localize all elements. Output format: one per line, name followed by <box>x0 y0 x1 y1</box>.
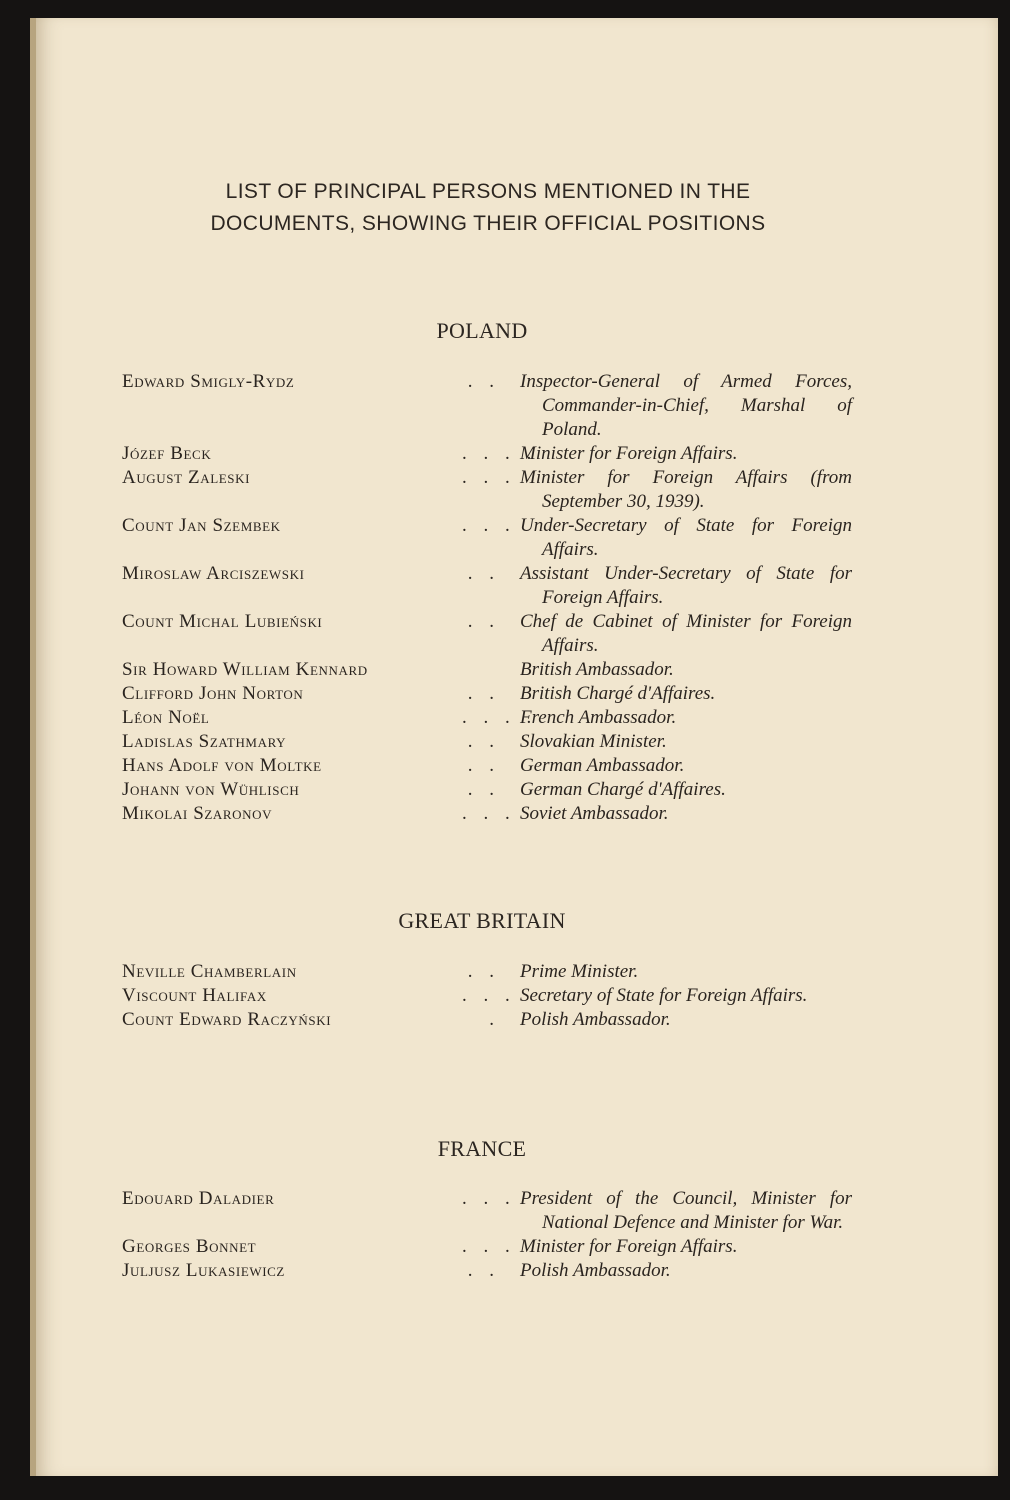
leader-dots: . . <box>467 563 500 584</box>
leader-dots: . . . <box>462 803 516 824</box>
person-name: Léon Noël <box>122 707 210 728</box>
person-name: Count Jan Szembek <box>122 515 281 536</box>
list-item <box>122 1008 852 1032</box>
person-position: French Ambassador. <box>520 707 677 728</box>
list-item <box>122 984 852 1008</box>
person-position: Prime Minister. <box>520 961 639 982</box>
document-title-line-1: LIST OF PRINCIPAL PERSONS MENTIONED IN THE <box>225 180 751 203</box>
person-name: Viscount Halifax <box>122 985 267 1006</box>
list-item <box>122 1259 852 1283</box>
person-name: Hans Adolf von Moltke <box>122 755 322 776</box>
list-item <box>122 1235 852 1259</box>
list-item <box>122 802 852 826</box>
leader-dots: . . . . <box>462 443 538 464</box>
person-position: Secretary of State for Foreign Affairs. <box>520 985 808 1006</box>
list-item <box>122 754 852 778</box>
section-title-great-britain: GREAT BRITAIN <box>398 908 566 933</box>
leader-dots: . . <box>467 755 500 776</box>
poland-list <box>122 370 852 826</box>
person-position: British Ambassador. <box>520 659 674 680</box>
leader-dots: . . . <box>462 985 516 1006</box>
leader-dots: . . . <box>462 1188 516 1209</box>
person-position: Polish Ambassador. <box>520 1260 671 1281</box>
person-name: Miroslaw Arciszewski <box>122 563 305 584</box>
list-item <box>122 778 852 802</box>
person-name: Count Michal Lubieński <box>122 611 323 632</box>
document-title-line-2: DOCUMENTS, SHOWING THEIR OFFICIAL POSITIONS <box>210 212 766 235</box>
list-item <box>122 682 852 706</box>
page-spine <box>30 18 36 1476</box>
list-item <box>122 960 852 984</box>
list-item <box>122 514 852 562</box>
person-name: Juljusz Lukasiewicz <box>122 1260 285 1281</box>
person-name: Edward Smigly-Rydz <box>122 371 295 392</box>
person-name: Count Edward Raczyński <box>122 1009 332 1030</box>
list-item <box>122 610 852 658</box>
person-position: Polish Ambassador. <box>520 1009 671 1030</box>
person-name: Ladislas Szathmary <box>122 731 287 752</box>
list-item <box>122 466 852 514</box>
person-position: Chef de Cabinet of Minister for Foreign Affairs. <box>520 611 852 656</box>
leader-dots: . . . <box>462 515 516 536</box>
section-title-france: FRANCE <box>437 1136 527 1161</box>
person-name: Józef Beck <box>122 443 212 464</box>
list-item <box>122 730 852 754</box>
leader-dots: . <box>489 1009 500 1030</box>
person-position: Inspector-General of Armed Forces, Commander-in-Chief, Marshal of Poland. <box>520 371 852 440</box>
list-item <box>122 562 852 610</box>
france-list <box>122 1187 852 1283</box>
leader-dots: . . . . <box>462 707 538 728</box>
document-title <box>128 176 848 240</box>
list-item <box>122 370 852 442</box>
leader-dots: . . . <box>462 467 516 488</box>
person-position: Soviet Ambassador. <box>520 803 669 824</box>
person-position: Minister for Foreign Affairs. <box>520 1236 738 1257</box>
person-position: Minister for Foreign Affairs. <box>520 443 738 464</box>
list-item <box>122 1187 852 1235</box>
leader-dots: . . <box>467 1260 500 1281</box>
leader-dots: . . <box>467 779 500 800</box>
person-name: Mikolai Szaronov <box>122 803 273 824</box>
leader-dots: . . <box>467 731 500 752</box>
person-position: Under-Secretary of State for Foreign Affairs. <box>520 515 852 560</box>
leader-dots: . . . <box>462 1236 516 1257</box>
leader-dots: . . <box>467 683 500 704</box>
person-name: August Zaleski <box>122 467 251 488</box>
person-position: British Chargé d'Affaires. <box>520 683 716 704</box>
great-britain-list <box>122 960 852 1032</box>
person-name: Neville Chamberlain <box>122 961 297 982</box>
list-item <box>122 706 852 730</box>
leader-dots: . . <box>467 611 500 632</box>
person-position: Minister for Foreign Affairs (from September 30, 1939). <box>520 467 852 512</box>
person-position: Slovakian Minister. <box>520 731 667 752</box>
person-position: German Ambassador. <box>520 755 685 776</box>
leader-dots: . . <box>467 371 500 392</box>
person-position: German Chargé d'Affaires. <box>520 779 726 800</box>
person-name: Edouard Daladier <box>122 1188 275 1209</box>
person-name: Sir Howard William Kennard <box>122 659 368 680</box>
person-name: Johann von Wühlisch <box>122 779 300 800</box>
person-position: President of the Council, Minister for National Defence and Minister for War. <box>520 1188 852 1233</box>
person-name: Georges Bonnet <box>122 1236 257 1257</box>
list-item <box>122 442 852 466</box>
list-item <box>122 658 852 682</box>
person-position: Assistant Under-Secretary of State for Foreign Affairs. <box>520 563 852 608</box>
leader-dots: . . <box>467 961 500 982</box>
section-title-poland: POLAND <box>436 318 528 343</box>
person-name: Clifford John Norton <box>122 683 304 704</box>
